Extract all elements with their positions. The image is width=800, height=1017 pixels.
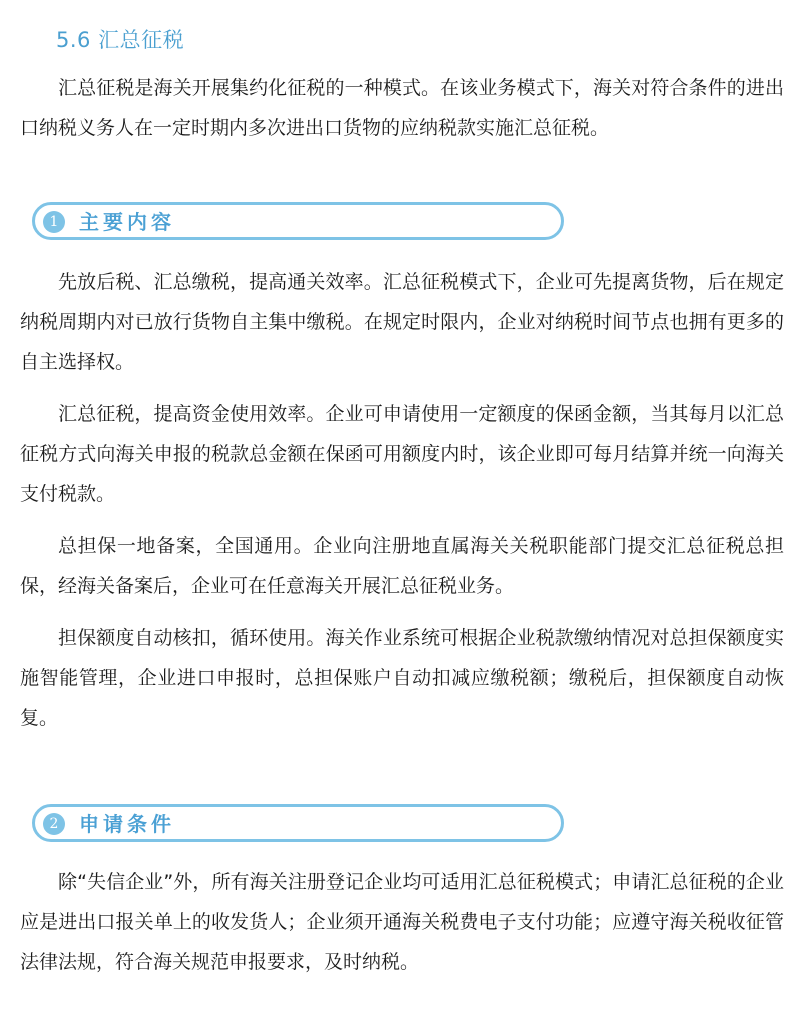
- heading-label: 申请条件: [79, 812, 175, 836]
- heading-main-content: [32, 202, 564, 240]
- content-paragraph-1: 先放后税、汇总缴税，提高通关效率。汇总征税模式下，企业可先提离货物，后在规定纳税周期内对已放行货物自主集中缴税。在规定时限内，企业对纳税时间节点也拥有更多的自主选择权。: [20, 271, 784, 373]
- heading-label: 主要内容: [79, 210, 175, 234]
- heading-number-badge: 2: [43, 813, 65, 835]
- content-paragraph-4: 担保额度自动核扣，循环使用。海关作业系统可根据企业税款缴纳情况对总担保额度实施智能管理，企业进口申报时，总担保账户自动扣减应缴税额；缴税后，担保额度自动恢复。: [20, 627, 784, 729]
- heading-number-badge: 1: [43, 211, 65, 233]
- content-paragraph-3: 总担保一地备案，全国通用。企业向注册地直属海关关税职能部门提交汇总征税总担保，经海关备案后，企业可在任意海关开展汇总征税业务。: [20, 535, 784, 597]
- conditions-paragraph: 除“失信企业”外，所有海关注册登记企业均可适用汇总征税模式；申请汇总征税的企业应是进出口报关单上的收发货人；企业须开通海关税费电子支付功能；应遵守海关税收征管法律法规，符合海关规范申报要求，及时纳税。: [20, 871, 784, 973]
- heading-conditions: [32, 804, 564, 842]
- content-paragraph-2: 汇总征税，提高资金使用效率。企业可申请使用一定额度的保函金额，当其每月以汇总征税方式向海关申报的税款总金额在保函可用额度内时，该企业即可每月结算并统一向海关支付税款。: [20, 403, 784, 505]
- intro-paragraph: 汇总征税是海关开展集约化征税的一种模式。在该业务模式下，海关对符合条件的进出口纳税义务人在一定时期内多次进出口货物的应纳税款实施汇总征税。: [20, 77, 784, 139]
- section-title: 5.6 汇总征税: [56, 28, 185, 52]
